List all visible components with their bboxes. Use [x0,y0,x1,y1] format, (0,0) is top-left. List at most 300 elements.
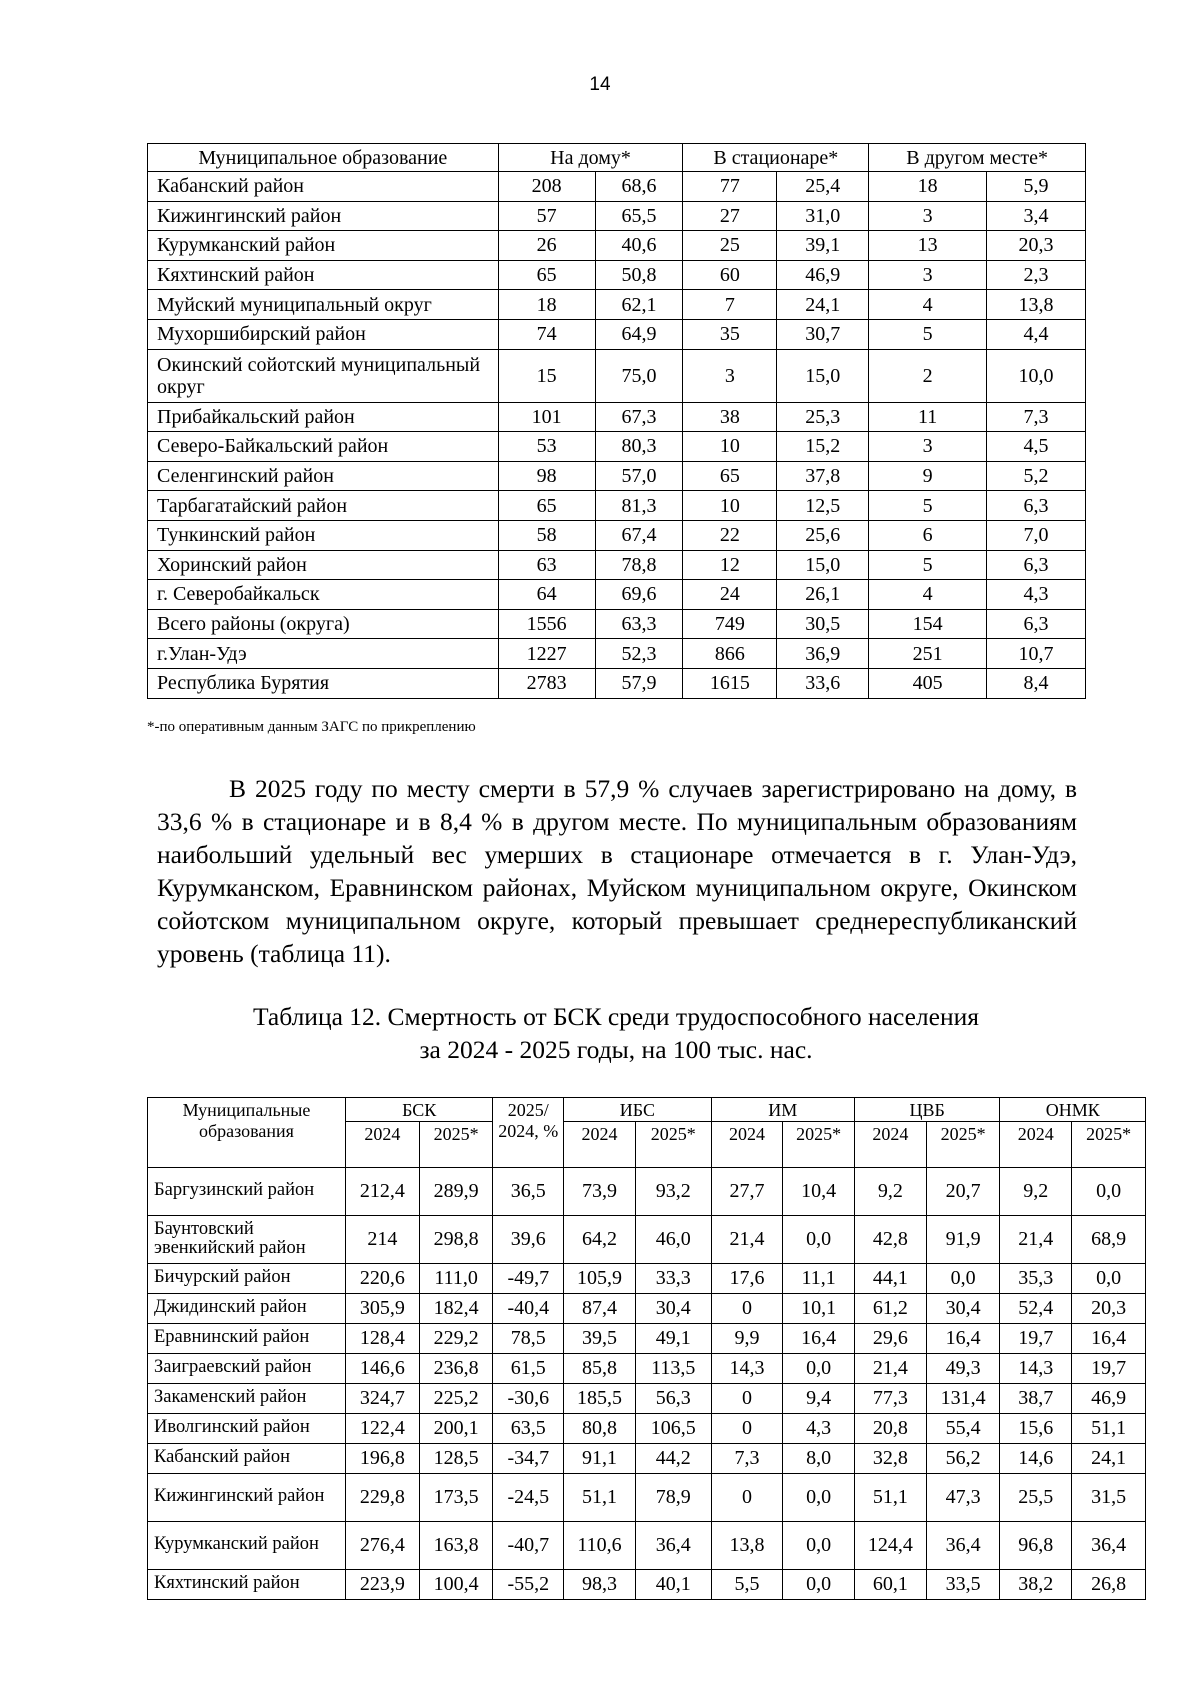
table-cell: 21,4 [711,1215,783,1263]
table-caption [0,1000,1200,1066]
table-cell: 31,0 [777,201,869,231]
table-cell: 36,4 [1072,1521,1146,1569]
table-cell: 64,9 [595,319,683,349]
table-cell: 11 [869,402,987,432]
table-cell: 12,5 [777,491,869,521]
table-cell: 63 [498,550,595,580]
table-cell: 33,5 [926,1569,1000,1599]
table-cell: 93,2 [635,1167,711,1215]
row-label: Курумканский район [148,1521,346,1569]
row-label: Кабанский район [148,172,499,202]
row-label: Бичурский район [148,1263,346,1293]
row-label: г. Северобайкальск [148,580,499,610]
row-label: Кяхтинский район [148,1569,346,1599]
table-row [148,1263,1146,1293]
table-header-row [148,144,1086,172]
table-cell: 111,0 [419,1263,493,1293]
table-cell: 30,4 [926,1293,1000,1323]
table-cell: 229,8 [345,1473,419,1521]
table-cell: 39,6 [493,1215,564,1263]
table-cell: 33,6 [777,668,869,698]
table-cell: 0 [711,1473,783,1521]
table-cell: 30,5 [777,609,869,639]
table-cell: 44,1 [855,1263,927,1293]
table-cell: -40,4 [493,1293,564,1323]
row-label: Кяхтинский район [148,260,499,290]
table-cell: 9,9 [711,1323,783,1353]
table-cell: 106,5 [635,1413,711,1443]
table-cell: 46,0 [635,1215,711,1263]
row-label: Окинский сойотский муниципальный округ [148,349,499,402]
table-cell: 131,4 [926,1383,1000,1413]
table-cell: 91,1 [564,1443,636,1473]
table-cell: 0,0 [1072,1263,1146,1293]
table-cell: 5,2 [987,461,1086,491]
table-cell: 236,8 [419,1353,493,1383]
table-cell: 30,7 [777,319,869,349]
header-year-2025: 2025* [1072,1121,1146,1167]
table-row [148,1443,1146,1473]
table-row [148,1293,1146,1323]
table-cell: 18 [498,290,595,320]
table-cell: 87,4 [564,1293,636,1323]
table-row [148,491,1086,521]
table-cell: 276,4 [345,1521,419,1569]
table-row [148,1383,1146,1413]
table-cell: 63,3 [595,609,683,639]
table-cell: 80,3 [595,432,683,462]
table-cell: 61,5 [493,1353,564,1383]
table-row [148,349,1086,402]
table-cell: 8,0 [783,1443,855,1473]
table-cell: 51,1 [855,1473,927,1521]
row-label: Еравнинский район [148,1323,346,1353]
table-cell: 65 [498,491,595,521]
table-row [148,1323,1146,1353]
table-cell: 50,8 [595,260,683,290]
table-cell: 25,3 [777,402,869,432]
table-row [148,1215,1146,1263]
table-cell: 7,0 [987,520,1086,550]
table-cell: 173,5 [419,1473,493,1521]
row-label: Кижингинский район [148,201,499,231]
table-cell: 57 [498,201,595,231]
table-cell: 38,7 [1000,1383,1072,1413]
table-cell: 100,4 [419,1569,493,1599]
table-cell: 212,4 [345,1167,419,1215]
table-cell: 154 [869,609,987,639]
table-cell: 10 [683,491,777,521]
table-cell: 85,8 [564,1353,636,1383]
table-row [148,639,1086,669]
table-row [148,1413,1146,1443]
table-cell: 0,0 [926,1263,1000,1293]
table-cell: 16,4 [926,1323,1000,1353]
table-cell: 214 [345,1215,419,1263]
table-cell: 65,5 [595,201,683,231]
table-cell: 128,4 [345,1323,419,1353]
table-cell: 6,3 [987,609,1086,639]
table-cell: 113,5 [635,1353,711,1383]
table-cell: 110,6 [564,1521,636,1569]
table-cell: 44,2 [635,1443,711,1473]
table-cell: 98 [498,461,595,491]
table-header-row [148,1098,1146,1122]
table-cell: 4,3 [783,1413,855,1443]
table-cell: 10,7 [987,639,1086,669]
table-cell: 57,9 [595,668,683,698]
table-cell: 9 [869,461,987,491]
table-cell: 225,2 [419,1383,493,1413]
table-cell: 9,2 [855,1167,927,1215]
row-label: Прибайкальский район [148,402,499,432]
header-ratio: 2025/ 2024, % [493,1098,564,1168]
table-cell: 19,7 [1072,1353,1146,1383]
table-cell: 63,5 [493,1413,564,1443]
body-paragraph: В 2025 году по месту смерти в 57,9 % случаев зарегистрировано на дому, в 33,6 % в стационаре и в 8,4 % в другом месте. По муниципальным образованиям наибольший удельный вес умерших в стационаре отмечается в г. Улан-Удэ, Курумканском, Еравнинском районах, Муйском муниципальном округе, Окинском сойотском муниципальном округе, который превышает среднереспубликанский уровень (таблица 11). [157,774,1077,968]
table-cell: 51,1 [1072,1413,1146,1443]
table-row [148,520,1086,550]
table-cell: 96,8 [1000,1521,1072,1569]
table-cell: 73,9 [564,1167,636,1215]
table-cell: 2 [869,349,987,402]
table-cell: 6,3 [987,550,1086,580]
table-cell: 324,7 [345,1383,419,1413]
table-cell: 21,4 [1000,1215,1072,1263]
caption-line-2: за 2024 - 2025 годы, на 100 тыс. нас. [419,1035,813,1064]
row-label: Тункинский район [148,520,499,550]
table-cell: 298,8 [419,1215,493,1263]
table-cell: 24 [683,580,777,610]
table-cell: 11,1 [783,1263,855,1293]
table-cell: 0,0 [783,1521,855,1569]
table-cell: 0,0 [783,1569,855,1599]
table-cell: -30,6 [493,1383,564,1413]
table-cell: 6,3 [987,491,1086,521]
table-cell: 15,6 [1000,1413,1072,1443]
table-cell: 56,3 [635,1383,711,1413]
table-cell: 12 [683,550,777,580]
table-cell: 77,3 [855,1383,927,1413]
table-cell: 289,9 [419,1167,493,1215]
table-row [148,172,1086,202]
table-cell: 405 [869,668,987,698]
header-year-2024: 2024 [345,1121,419,1167]
table-cell: 10,0 [987,349,1086,402]
table-row [148,290,1086,320]
table-cell: 13,8 [711,1521,783,1569]
table-cell: 49,1 [635,1323,711,1353]
table-cell: 4,3 [987,580,1086,610]
table-cell: 64 [498,580,595,610]
table-cell: 0,0 [783,1473,855,1521]
table-cell: 40,1 [635,1569,711,1599]
table-cell: -55,2 [493,1569,564,1599]
table-cell: 78,9 [635,1473,711,1521]
table-cell: 24,1 [1072,1443,1146,1473]
row-label: Джидинский район [148,1293,346,1323]
table-cell: 74 [498,319,595,349]
table-cell: 229,2 [419,1323,493,1353]
table-row [148,1569,1146,1599]
table-cell: 35 [683,319,777,349]
table-cell: 749 [683,609,777,639]
header-year-2024: 2024 [711,1121,783,1167]
table-cell: 58 [498,520,595,550]
table-cell: 49,3 [926,1353,1000,1383]
table-cell: 3 [683,349,777,402]
header-onmk: ОНМК [1000,1098,1146,1122]
header-year-2024: 2024 [855,1121,927,1167]
row-label: Хоринский район [148,550,499,580]
table-cell: 200,1 [419,1413,493,1443]
table-cell: 13,8 [987,290,1086,320]
table-cell: 305,9 [345,1293,419,1323]
table-cell: 9,4 [783,1383,855,1413]
table-row [148,201,1086,231]
header-year-2025: 2025* [419,1121,493,1167]
table-cell: 124,4 [855,1521,927,1569]
table-cell: 3,4 [987,201,1086,231]
header-cvb: ЦВБ [855,1098,1000,1122]
table-cell: 38,2 [1000,1569,1072,1599]
table-cell: 51,1 [564,1473,636,1521]
table-cell: 163,8 [419,1521,493,1569]
table-cell: 10,4 [783,1167,855,1215]
table-cell: 15 [498,349,595,402]
row-label: Кижингинский район [148,1473,346,1521]
table-cell: 1615 [683,668,777,698]
table-row [148,231,1086,261]
table-cell: 78,8 [595,550,683,580]
table-cell: 5 [869,319,987,349]
table-cell: 208 [498,172,595,202]
table-cell: 33,3 [635,1263,711,1293]
table-cell: 5 [869,550,987,580]
table-cell: 0,0 [783,1353,855,1383]
table-cell: 20,8 [855,1413,927,1443]
row-label: Баргузинский район [148,1167,346,1215]
table-cell: 32,8 [855,1443,927,1473]
table-cell: 22 [683,520,777,550]
header-im: ИМ [711,1098,854,1122]
table-cell: 14,6 [1000,1443,1072,1473]
header-municipality: Муниципальные образования [148,1098,346,1168]
table-cell: 75,0 [595,349,683,402]
table-cell: 36,4 [926,1521,1000,1569]
table-row [148,550,1086,580]
table-cell: 25 [683,231,777,261]
table-cell: 29,6 [855,1323,927,1353]
table-cell: 3 [869,260,987,290]
table-cell: 15,0 [777,550,869,580]
table-cell: 15,2 [777,432,869,462]
table-cell: 38 [683,402,777,432]
table-cell: 17,6 [711,1263,783,1293]
table-cell: 25,6 [777,520,869,550]
row-label: Всего районы (округа) [148,609,499,639]
table-cell: 35,3 [1000,1263,1072,1293]
table-cell: 56,2 [926,1443,1000,1473]
header-municipality: Муниципальное образование [148,144,499,172]
table-cell: -40,7 [493,1521,564,1569]
table-cell: 19,7 [1000,1323,1072,1353]
table-cell: 9,2 [1000,1167,1072,1215]
row-label: Закаменский район [148,1383,346,1413]
table-row [148,1353,1146,1383]
row-label: Мухоршибирский район [148,319,499,349]
header-year-2025: 2025* [635,1121,711,1167]
row-label: Республика Бурятия [148,668,499,698]
table-cell: 1227 [498,639,595,669]
table-cell: 46,9 [1072,1383,1146,1413]
table-row [148,1521,1146,1569]
table-cell: 122,4 [345,1413,419,1443]
table-cell: 0 [711,1383,783,1413]
table-cell: 47,3 [926,1473,1000,1521]
table-cell: 26,1 [777,580,869,610]
table-cell: 866 [683,639,777,669]
table-cell: 4,4 [987,319,1086,349]
header-year-2024: 2024 [564,1121,636,1167]
table-cell: 81,3 [595,491,683,521]
table-cell: 3 [869,201,987,231]
table-cell: 67,4 [595,520,683,550]
table-cell: 13 [869,231,987,261]
place-of-death-table [147,143,1086,699]
table-row [148,1167,1146,1215]
table-cell: 16,4 [783,1323,855,1353]
table-cell: 27,7 [711,1167,783,1215]
table-cell: 4 [869,580,987,610]
page-number: 14 [589,74,611,95]
table-cell: 53 [498,432,595,462]
table-cell: 65 [498,260,595,290]
table-cell: 7,3 [987,402,1086,432]
row-label: г.Улан-Удэ [148,639,499,669]
table-cell: 37,8 [777,461,869,491]
table-cell: 21,4 [855,1353,927,1383]
table-row [148,609,1086,639]
table-cell: 5,5 [711,1569,783,1599]
table-cell: 4,5 [987,432,1086,462]
header-home: На дому* [498,144,683,172]
table-cell: 24,1 [777,290,869,320]
table-cell: 10,1 [783,1293,855,1323]
table-cell: 10 [683,432,777,462]
table-cell: 0 [711,1413,783,1443]
row-label: Кабанский район [148,1443,346,1473]
table-cell: 39,1 [777,231,869,261]
header-year-2025: 2025* [783,1121,855,1167]
table-row [148,580,1086,610]
table-cell: 223,9 [345,1569,419,1599]
table-cell: 18 [869,172,987,202]
header-year-2024: 2024 [1000,1121,1072,1167]
row-label: Заиграевский район [148,1353,346,1383]
table-cell: 40,6 [595,231,683,261]
table-cell: 36,5 [493,1167,564,1215]
table-cell: 2783 [498,668,595,698]
table-cell: 5 [869,491,987,521]
table-cell: 251 [869,639,987,669]
table-cell: 39,5 [564,1323,636,1353]
table-cell: -49,7 [493,1263,564,1293]
table-cell: 25,5 [1000,1473,1072,1521]
table-cell: 8,4 [987,668,1086,698]
table-cell: 68,9 [1072,1215,1146,1263]
table-cell: 5,9 [987,172,1086,202]
table-cell: 20,7 [926,1167,1000,1215]
table-cell: -24,5 [493,1473,564,1521]
table-row [148,461,1086,491]
table-cell: 62,1 [595,290,683,320]
table-cell: 0 [711,1293,783,1323]
header-year-2025: 2025* [926,1121,1000,1167]
table-cell: 52,3 [595,639,683,669]
table-cell: 0,0 [1072,1167,1146,1215]
table-cell: 65 [683,461,777,491]
row-label: Иволгинский район [148,1413,346,1443]
table-cell: 26,8 [1072,1569,1146,1599]
table-row [148,1473,1146,1521]
row-label: Курумканский район [148,231,499,261]
table-cell: 67,3 [595,402,683,432]
table-cell: 220,6 [345,1263,419,1293]
table-cell: 57,0 [595,461,683,491]
table-cell: 105,9 [564,1263,636,1293]
table-cell: 30,4 [635,1293,711,1323]
table-cell: 196,8 [345,1443,419,1473]
row-label: Муйский муниципальный округ [148,290,499,320]
table-cell: 6 [869,520,987,550]
caption-line-1: Таблица 12. Смертность от БСК среди трудоспособного населения [252,1002,979,1031]
table-cell: -34,7 [493,1443,564,1473]
table-row [148,402,1086,432]
table-row [148,260,1086,290]
row-label: Баунтовский эвенкийский район [148,1215,346,1263]
header-bsk: БСК [345,1098,492,1122]
table-row [148,668,1086,698]
bsk-mortality-table [147,1097,1146,1600]
table-cell: 185,5 [564,1383,636,1413]
table-cell: 60 [683,260,777,290]
table-row [148,319,1086,349]
table-cell: 20,3 [987,231,1086,261]
row-label: Северо-Байкальский район [148,432,499,462]
table-cell: 7 [683,290,777,320]
table-cell: 101 [498,402,595,432]
table-cell: 80,8 [564,1413,636,1443]
table-cell: 14,3 [1000,1353,1072,1383]
table-cell: 55,4 [926,1413,1000,1443]
table-row [148,432,1086,462]
table-cell: 42,8 [855,1215,927,1263]
table-cell: 2,3 [987,260,1086,290]
table-cell: 98,3 [564,1569,636,1599]
table-cell: 15,0 [777,349,869,402]
table-cell: 14,3 [711,1353,783,1383]
table-cell: 78,5 [493,1323,564,1353]
table-cell: 1556 [498,609,595,639]
table-cell: 52,4 [1000,1293,1072,1323]
table-cell: 60,1 [855,1569,927,1599]
table-cell: 7,3 [711,1443,783,1473]
table-cell: 182,4 [419,1293,493,1323]
table-cell: 46,9 [777,260,869,290]
table-cell: 128,5 [419,1443,493,1473]
table-cell: 61,2 [855,1293,927,1323]
